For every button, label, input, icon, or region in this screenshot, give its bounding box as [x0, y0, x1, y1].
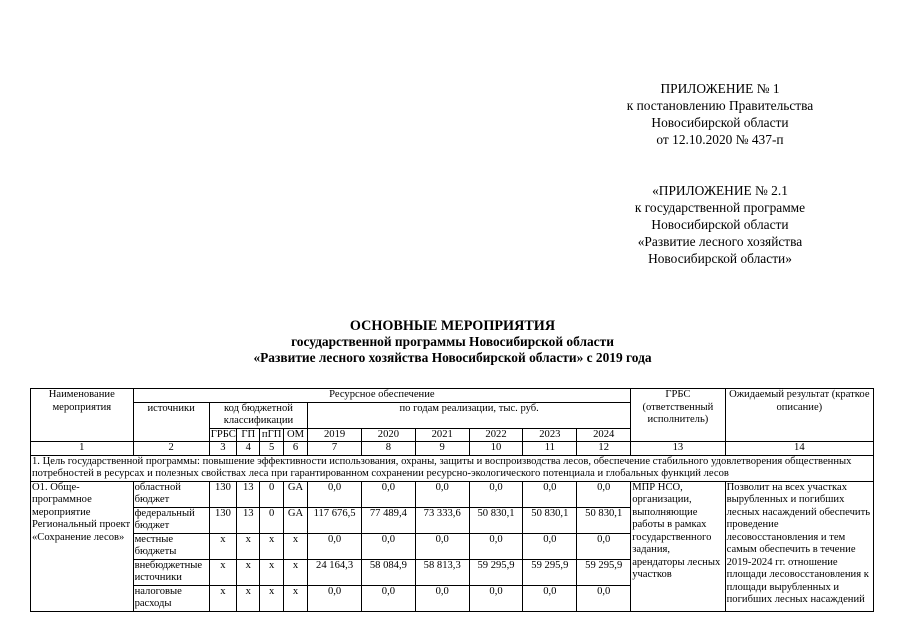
document-title [0, 318, 905, 366]
year-value: 50 830,1 [577, 507, 631, 533]
appendix-line: «ПРИЛОЖЕНИЕ № 2.1 [652, 183, 788, 198]
year-value: 50 830,1 [523, 507, 577, 533]
code-grbs: 130 [209, 507, 236, 533]
funding-source: внебюджетные источники [133, 559, 209, 585]
header-grbs-responsible: ГРБС (ответственный исполнитель) [631, 389, 725, 442]
year-value: 0,0 [577, 533, 631, 559]
year-value: 0,0 [523, 585, 577, 611]
appendix-line: «Развитие лесного хозяйства [637, 234, 803, 249]
code-pgp: x [260, 533, 283, 559]
column-number: 9 [415, 442, 469, 456]
code-pgp: x [260, 585, 283, 611]
year-value: 58 813,3 [415, 559, 469, 585]
year-value: 0,0 [577, 585, 631, 611]
year-value: 0,0 [469, 585, 523, 611]
header-by-years: по годам реализации, тыс. руб. [308, 402, 631, 428]
column-number: 4 [237, 442, 260, 456]
column-number: 11 [523, 442, 577, 456]
column-number: 2 [133, 442, 209, 456]
appendix-program-header [580, 182, 860, 267]
column-number: 5 [260, 442, 283, 456]
table-row [31, 481, 874, 507]
appendix-line: ПРИЛОЖЕНИЕ № 1 [660, 81, 780, 96]
code-grbs: x [209, 533, 236, 559]
header-expected-result: Ожидаемый результат (краткое описание) [725, 389, 873, 442]
appendix-line: Новосибирской области [651, 115, 789, 130]
header-code-col: ГП [237, 428, 260, 442]
year-value: 0,0 [577, 481, 631, 507]
program-goal: 1. Цель государственной программы: повышение эффективности использования, охраны, защиты и воспроизводства лесов, обеспечение стабильного удовлетворения общественных потребностей в ресурсах и полезных свойствах леса при гарантированном сохранении ресурсно-экологического потенциала и глобальных функций лесов [31, 455, 874, 481]
expected-result: Позволит на всех участках вырубленных и погибших лесных насаждений обеспечить проведение лесовосстановления и тем самым обеспечить в течение 2019-2024 гг. отношение площади лесовосстановления к площади вырубленных и погибших лесных насаждений [725, 481, 873, 611]
year-value: 0,0 [415, 533, 469, 559]
appendix-current-header [580, 80, 860, 148]
year-value: 0,0 [469, 533, 523, 559]
header-year: 2022 [469, 428, 523, 442]
year-value: 0,0 [523, 481, 577, 507]
code-om: x [283, 585, 307, 611]
code-grbs: x [209, 559, 236, 585]
year-value: 0,0 [308, 481, 362, 507]
code-gp: 13 [237, 481, 260, 507]
header-year: 2021 [415, 428, 469, 442]
appendix-line: Новосибирской области [651, 217, 789, 232]
column-number: 1 [31, 442, 134, 456]
header-year: 2023 [523, 428, 577, 442]
appendix-line: к государственной программе [634, 200, 806, 215]
code-grbs: 130 [209, 481, 236, 507]
code-om: GA [283, 481, 307, 507]
header-sources: источники [133, 402, 209, 442]
code-gp: x [237, 585, 260, 611]
code-om: x [283, 559, 307, 585]
column-number: 7 [308, 442, 362, 456]
year-value: 0,0 [469, 481, 523, 507]
column-number: 3 [209, 442, 236, 456]
year-value: 58 084,9 [361, 559, 415, 585]
column-number: 8 [361, 442, 415, 456]
year-value: 0,0 [308, 533, 362, 559]
appendix-line: Новосибирской области» [648, 251, 792, 266]
column-number: 13 [631, 442, 725, 456]
code-gp: 13 [237, 507, 260, 533]
year-value: 0,0 [361, 533, 415, 559]
year-value: 0,0 [308, 585, 362, 611]
activities-table [30, 388, 874, 612]
header-row [31, 389, 874, 403]
year-value: 0,0 [415, 585, 469, 611]
year-value: 0,0 [415, 481, 469, 507]
column-number-row [31, 442, 874, 456]
code-gp: x [237, 559, 260, 585]
header-year: 2020 [361, 428, 415, 442]
funding-source: налоговые расходы [133, 585, 209, 611]
year-value: 59 295,9 [523, 559, 577, 585]
code-pgp: 0 [260, 481, 283, 507]
year-value: 0,0 [361, 481, 415, 507]
funding-source: федеральный бюджет [133, 507, 209, 533]
column-number: 6 [283, 442, 307, 456]
header-year: 2024 [577, 428, 631, 442]
code-om: x [283, 533, 307, 559]
activity-name: О1. Обще-программное мероприятие Региональный проект «Сохранение лесов» [31, 481, 134, 611]
header-code-col: пГП [261, 428, 282, 440]
column-number: 14 [725, 442, 873, 456]
year-value: 59 295,9 [577, 559, 631, 585]
year-value: 50 830,1 [469, 507, 523, 533]
appendix-line: к постановлению Правительства [626, 98, 814, 113]
code-gp: x [237, 533, 260, 559]
year-value: 77 489,4 [361, 507, 415, 533]
code-grbs: x [209, 585, 236, 611]
column-number: 10 [469, 442, 523, 456]
funding-source: областной бюджет [133, 481, 209, 507]
header-name: Наименование мероприятия [31, 389, 134, 442]
year-value: 73 333,6 [415, 507, 469, 533]
header-code-col: ГРБС [210, 428, 236, 440]
appendix-line: от 12.10.2020 № 437-п [656, 132, 784, 147]
title-line: ОСНОВНЫЕ МЕРОПРИЯТИЯ [349, 318, 556, 334]
year-value: 24 164,3 [308, 559, 362, 585]
year-value: 117 676,5 [308, 507, 362, 533]
code-om: GA [283, 507, 307, 533]
year-value: 59 295,9 [469, 559, 523, 585]
year-value: 0,0 [523, 533, 577, 559]
title-line: «Развитие лесного хозяйства Новосибирской области» с 2019 года [253, 350, 652, 365]
code-pgp: x [260, 559, 283, 585]
goal-row [31, 455, 874, 481]
title-line: государственной программы Новосибирской области [291, 334, 614, 349]
code-pgp: 0 [260, 507, 283, 533]
header-budget-code: код бюджетной классификации [209, 402, 307, 428]
header-code-col: ОМ [283, 428, 307, 442]
header-resources: Ресурсное обеспечение [133, 389, 631, 403]
header-year: 2019 [308, 428, 362, 442]
column-number: 12 [577, 442, 631, 456]
responsible-executor: МПР НСО, организации, выполняющие работы в рамках государственного задания, арендаторы лесных участков [631, 481, 725, 611]
year-value: 0,0 [361, 585, 415, 611]
funding-source: местные бюджеты [133, 533, 209, 559]
